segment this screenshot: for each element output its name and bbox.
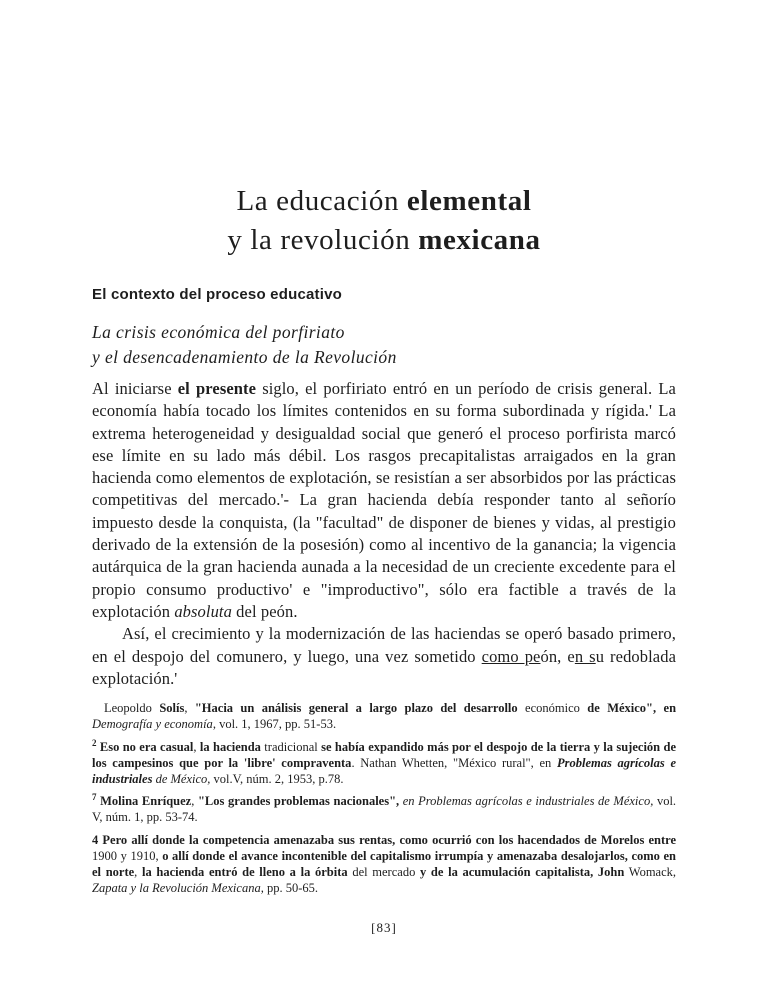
section-heading: El contexto del proceso educativo (92, 286, 342, 303)
title-line-2: y la revolución mexicana (227, 224, 541, 256)
footnote-2: $^2$ Eso no era casual, la hacienda tradicional se había expandido más por el despojo de la tierra y la sujeción de los campesinos que por la 'libre' compraventa. Nathan Whetten, "México rural", en Problemas agrícolas e industriales de México, vol.V, núm. 2, 1953, p.78. (92, 737, 677, 786)
footnote-4: 4 Pero allí donde la competencia amenazaba sus rentas, como ocurrió con los hacendados de Morelos entre 1900 y 1910, o allí donde el avance incontenible del capitalismo irrumpía y amenazaba desalojarlos, como en el norte, la hacienda entró de lleno a la órbita del mercado y de la acumulación capitalista, John Womack, Zapata y la Revolución Mexicana, pp. 50-65. (92, 832, 677, 896)
subheading-line-2: y el desencadenamiento de la Revolución (92, 347, 397, 367)
footnote-3: $^7$ Molina Enríquez, "Los grandes problemas nacionales", en Problemas agrícolas e industriales de México, vol. V, núm. 1, pp. 53-74. (92, 792, 677, 825)
footnote-1: Leopoldo Solís, "Hacia un análisis general a largo plazo del desarrollo económico de México", en Demografía y economía, vol. 1, 1967, pp. 51-53. (92, 701, 677, 732)
subheading-line-1: La crisis económica del porfiriato (92, 322, 345, 342)
title-line-1: La educación elemental (236, 185, 532, 217)
footnotes-section (92, 700, 676, 896)
page-number: [83] (371, 920, 397, 935)
paragraph-1: Al iniciarse el presente siglo, el porfiriato entró en un período de crisis general. La economía había tocado los límites contenidos en su forma subordinada y rígida.' La extrema heterogeneidad y desigualdad social que generó el proceso porfirista marcó ese límite en su lado más débil. Los rasgos precapitalistas arraigados en la gran hacienda como elementos de explotación, se resistían a ser absorbidos por las prácticas competitivas del mercado.'- La gran hacienda debía responder tanto al señorío impuesto desde la conquista, (la "facultad" de disponer de bienes y vidas, al prestigio derivado de la extensión de la posesión) como al incentivo de la ganancia; la vigencia autárquica de la gran hacienda aunada a la necesidad de un creciente excedente para el propio consumo productivo' e "improductivo", sólo era factible a través de la explotación absoluta del peón. (92, 379, 676, 621)
page-title (92, 182, 676, 260)
paragraph-2: Así, el crecimiento y la modernización de las haciendas se operó basado primero, en el despojo del comunero, y luego, una vez sometido como peón, en su redoblada explotación.' (92, 624, 676, 688)
chapter-subheading (92, 320, 676, 370)
